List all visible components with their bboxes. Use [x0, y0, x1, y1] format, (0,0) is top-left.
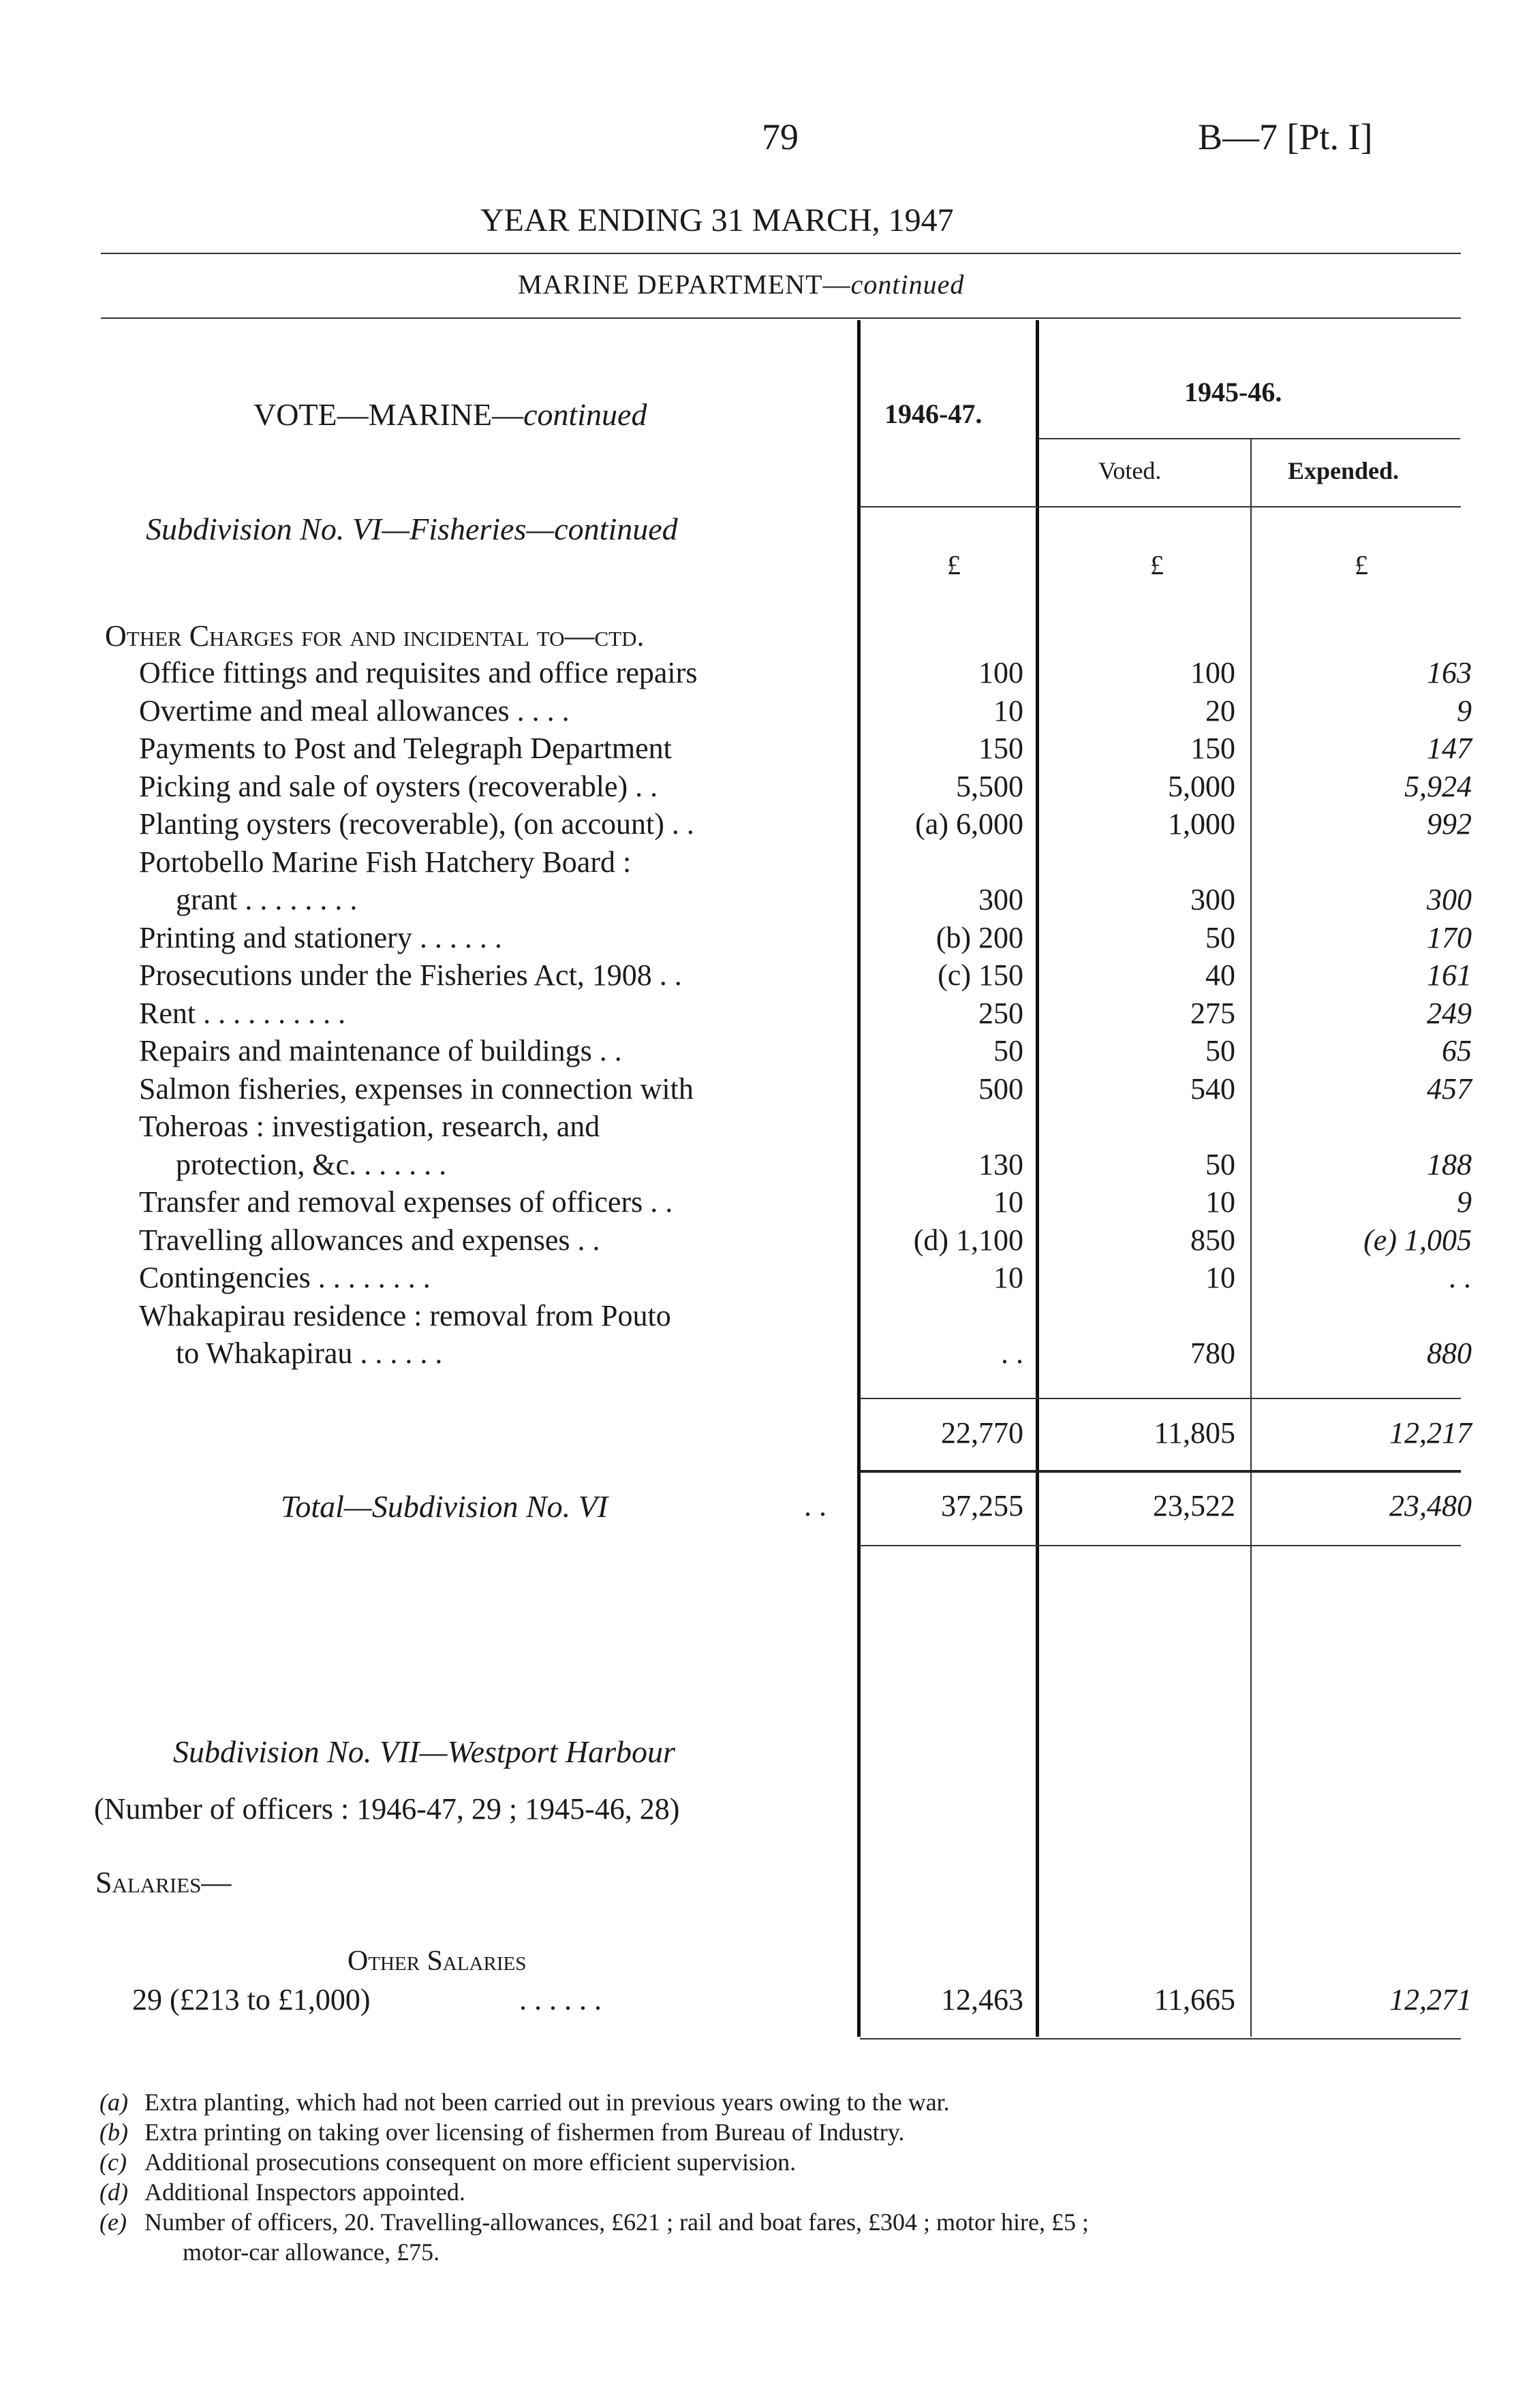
col-header-1945-46: 1945-46.	[1184, 377, 1282, 407]
row-value-1946-47: (c) 150	[938, 958, 1023, 992]
salaries-heading: Salaries—	[95, 1866, 232, 1899]
row-value-voted: 40	[1205, 958, 1235, 992]
salaries-1946-47: 12,463	[941, 1983, 1023, 2016]
row-label-continued: to Whakapirau . . . . . .	[176, 1336, 443, 1370]
row-value-voted: 10	[1205, 1185, 1235, 1219]
col-header-voted: Voted.	[1098, 457, 1162, 484]
row-value-1946-47: (b) 200	[936, 920, 1023, 954]
row-label: Planting oysters (recoverable), (on account) . .	[139, 807, 694, 841]
row-value-expended: 9	[1457, 693, 1472, 728]
document-reference: B—7 [Pt. I]	[1198, 116, 1373, 157]
footnote-text: Number of officers, 20. Travelling-allowances, £621 ; rail and boat fares, £304 ; motor hire, £5 ;	[144, 2208, 1090, 2236]
row-value-1946-47: 100	[978, 656, 1023, 689]
currency-voted: £	[1150, 550, 1164, 580]
page-number: 79	[762, 116, 799, 157]
department-title: MARINE DEPARTMENT—continued	[518, 269, 965, 300]
row-label: Repairs and maintenance of buildings . .	[139, 1034, 622, 1067]
row-value-1946-47: 10	[993, 1185, 1023, 1219]
salaries-expended: 12,271	[1389, 1983, 1472, 2016]
vote-label: VOTE—MARINE	[253, 397, 493, 432]
col-header-expended: Expended.	[1288, 457, 1400, 484]
column-rule-3	[1250, 439, 1252, 2037]
row-value-expended: 457	[1427, 1072, 1472, 1106]
vote-suffix: continued	[523, 397, 647, 432]
row-value-expended: 65	[1442, 1034, 1472, 1067]
rule-subtotal-top	[860, 1398, 1461, 1399]
row-value-expended: 300	[1427, 883, 1472, 916]
footnote-mark: (e)	[99, 2208, 127, 2236]
row-value-expended: 880	[1427, 1336, 1472, 1370]
department-suffix: continued	[850, 269, 965, 300]
row-value-expended: 161	[1427, 958, 1472, 992]
department-name: MARINE DEPARTMENT	[518, 269, 823, 300]
subtotal-expended: 12,217	[1389, 1416, 1472, 1450]
row-value-voted: 150	[1190, 732, 1235, 765]
row-value-1946-47: (a) 6,000	[915, 807, 1023, 841]
row-value-voted: 50	[1205, 1147, 1235, 1181]
footnote-text-continued: motor-car allowance, £75.	[183, 2238, 440, 2266]
total-voted: 23,522	[1153, 1489, 1235, 1522]
rule-total-bottom	[860, 1545, 1461, 1546]
row-value-1946-47: 500	[978, 1072, 1023, 1106]
row-value-expended: 992	[1427, 807, 1472, 841]
row-label: Whakapirau residence : removal from Pouto	[139, 1298, 671, 1332]
row-label: Picking and sale of oysters (recoverable) . .	[139, 769, 658, 803]
row-label: Office fittings and requisites and office repairs	[139, 656, 698, 689]
rule-header-bottom	[860, 506, 1461, 507]
row-value-1946-47: 250	[978, 996, 1023, 1030]
row-label: Transfer and removal expenses of officers . .	[139, 1185, 673, 1219]
salaries-row-label: 29 (£213 to £1,000)	[132, 1983, 371, 2016]
col-header-1946-47: 1946-47.	[884, 398, 983, 429]
section-heading-other-charges: Other Charges for and incidental to—ctd.	[105, 619, 645, 653]
row-value-expended: 188	[1427, 1147, 1472, 1181]
row-value-voted: 275	[1190, 996, 1235, 1030]
row-label: Travelling allowances and expenses . .	[139, 1223, 600, 1257]
row-value-1946-47: 130	[978, 1147, 1023, 1181]
total-expended: 23,480	[1389, 1489, 1472, 1522]
rule-table-top	[101, 317, 1461, 319]
footnote-mark: (c)	[99, 2148, 127, 2176]
row-label: Payments to Post and Telegraph Department	[139, 732, 672, 765]
row-label: Contingencies . . . . . . . .	[139, 1261, 431, 1294]
rule-top	[101, 253, 1461, 254]
row-value-expended: 147	[1427, 732, 1472, 765]
row-value-1946-47: (d) 1,100	[913, 1223, 1023, 1257]
rule-subheader	[1038, 438, 1460, 439]
row-value-voted: 1,000	[1168, 807, 1235, 841]
row-value-expended: 5,924	[1404, 769, 1472, 803]
row-value-voted: 50	[1205, 920, 1235, 954]
row-value-1946-47: 5,500	[956, 769, 1023, 803]
salaries-voted: 11,665	[1154, 1983, 1235, 2016]
vote-heading: VOTE—MARINE—continued	[253, 397, 647, 432]
row-label: Overtime and meal allowances . . . .	[139, 693, 570, 728]
subtotal-1946-47: 22,770	[941, 1416, 1023, 1450]
row-label: Rent . . . . . . . . . .	[139, 996, 346, 1030]
row-value-voted: 5,000	[1168, 769, 1235, 803]
row-label: Printing and stationery . . . . . .	[139, 920, 502, 954]
footnote-mark: (a)	[99, 2089, 128, 2116]
currency-expended: £	[1355, 550, 1368, 580]
subtotal-voted: 11,805	[1154, 1416, 1235, 1450]
rule-subtotal-bottom	[860, 1470, 1461, 1473]
other-salaries-heading: Other Salaries	[348, 1945, 527, 1977]
total-label: Total—Subdivision No. VI	[281, 1489, 608, 1524]
row-label-continued: grant . . . . . . . .	[176, 883, 358, 916]
row-value-expended: 9	[1457, 1185, 1472, 1219]
row-value-voted: 20	[1205, 693, 1235, 728]
row-value-voted: 10	[1205, 1261, 1235, 1294]
row-label: Salmon fisheries, expenses in connection with	[139, 1072, 694, 1106]
row-value-voted: 850	[1190, 1223, 1235, 1257]
row-value-1946-47: 50	[993, 1034, 1023, 1067]
row-value-voted: 100	[1190, 656, 1235, 689]
year-title: YEAR ENDING 31 MARCH, 1947	[480, 202, 954, 238]
row-value-expended: (e) 1,005	[1363, 1223, 1472, 1257]
total-dots: . .	[804, 1489, 827, 1522]
row-value-voted: 50	[1205, 1034, 1235, 1067]
footnote-mark: (d)	[99, 2178, 128, 2206]
footnote-text: Extra planting, which had not been carried out in previous years owing to the war.	[144, 2089, 950, 2116]
row-value-voted: 300	[1190, 883, 1235, 916]
row-value-voted: 540	[1190, 1072, 1235, 1106]
row-value-1946-47: . .	[1001, 1336, 1023, 1370]
salaries-row-dots: . . . . . .	[519, 1983, 602, 2016]
subdivision-vii-title: Subdivision No. VII—Westport Harbour	[173, 1734, 675, 1769]
row-value-expended: 170	[1427, 920, 1472, 954]
row-value-1946-47: 150	[978, 732, 1023, 765]
total-1946-47: 37,255	[941, 1489, 1023, 1522]
currency-1946-47: £	[947, 550, 961, 580]
footnote-text: Additional prosecutions consequent on more efficient supervision.	[144, 2148, 797, 2176]
footnote-text: Extra printing on taking over licensing of fishermen from Bureau of Industry.	[144, 2118, 905, 2146]
subdivision-vi-title: Subdivision No. VI—Fisheries—continued	[146, 512, 678, 546]
row-label: Toheroas : investigation, research, and	[139, 1110, 600, 1143]
row-label: Prosecutions under the Fisheries Act, 1908 . .	[139, 958, 682, 992]
row-value-expended: 249	[1427, 996, 1472, 1030]
row-value-expended: . .	[1449, 1261, 1472, 1294]
row-value-voted: 780	[1190, 1336, 1235, 1370]
row-value-1946-47: 300	[978, 883, 1023, 916]
row-label-continued: protection, &c. . . . . . .	[176, 1147, 447, 1181]
footnote-text: Additional Inspectors appointed.	[144, 2178, 465, 2206]
row-value-1946-47: 10	[993, 693, 1023, 728]
row-label: Portobello Marine Fish Hatchery Board :	[139, 845, 632, 879]
row-value-expended: 163	[1427, 656, 1472, 689]
subdivision-vii-officers: (Number of officers : 1946-47, 29 ; 1945-46, 28)	[94, 1792, 680, 1826]
footnote-mark: (b)	[99, 2118, 128, 2146]
row-value-1946-47: 10	[993, 1261, 1023, 1294]
rule-table-bottom	[860, 2038, 1461, 2039]
